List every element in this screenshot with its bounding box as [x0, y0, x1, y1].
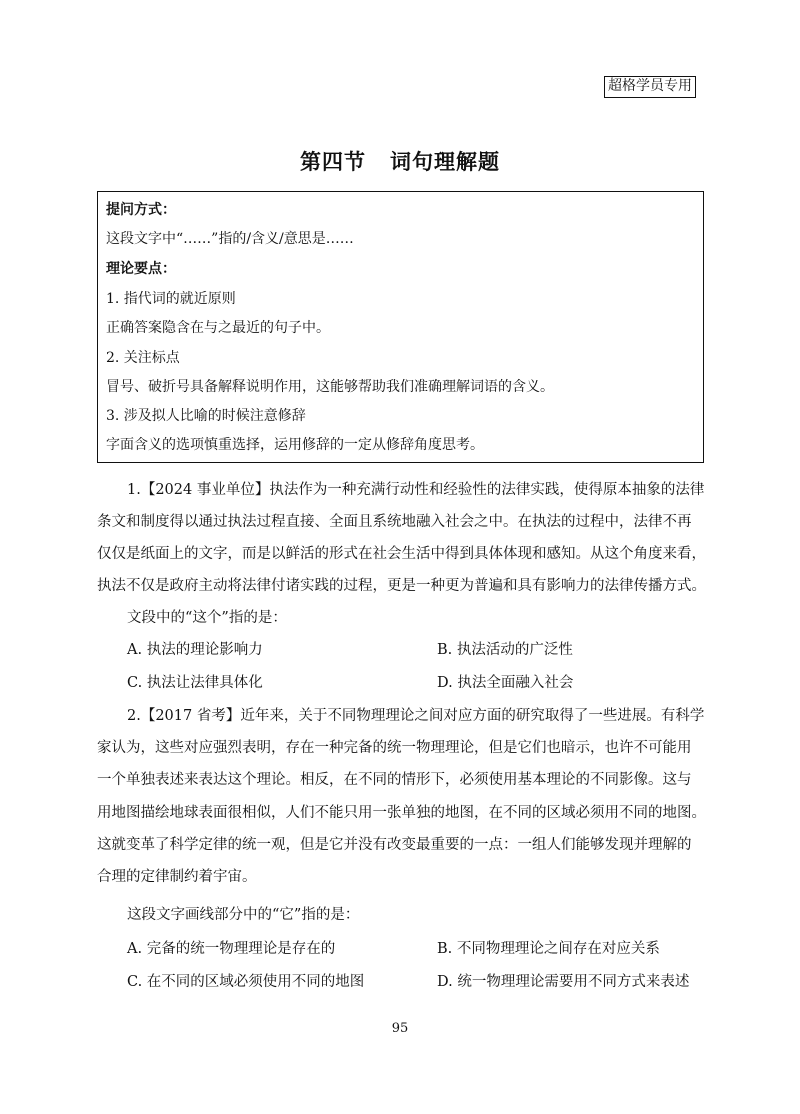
question-1-option-a: A. 执法的理论影响力 [127, 642, 263, 658]
question-2-line: 一个单独表述来表达这个理论。相反，在不同的情形下，必须使用基本理论的不同影像。这与 [97, 772, 692, 788]
point-title: 3. 涉及拟人比喻的时候注意修辞 [106, 408, 306, 424]
question-1-option-b: B. 执法活动的广泛性 [437, 642, 573, 658]
question-2-line: 用地图描绘地球表面很相似，人们不能只用一张单独的地图，在不同的区域必须用不同的地图。 [97, 805, 706, 821]
question-1-line: 1.【2024 事业单位】执法作为一种充满行动性和经验性的法律实践，使得原本抽象的法律 [127, 482, 705, 498]
point-desc: 正确答案隐含在与之最近的句子中。 [106, 320, 330, 336]
question-2-option-c: C. 在不同的区域必须使用不同的地图 [127, 974, 365, 990]
section-name: 词句理解题 [390, 150, 500, 174]
point-desc: 冒号、破折号具备解释说明作用，这能够帮助我们准确理解词语的含义。 [106, 379, 554, 395]
question-2-line: 家认为，这些对应强烈表明，存在一种完备的统一物理理论，但是它们也暗示，也许不可能用 [97, 740, 692, 756]
question-2-line: 2.【2017 省考】近年来，关于不同物理理论之间对应方面的研究取得了一些进展。有科学 [127, 708, 705, 724]
ask-heading: 提问方式： [106, 202, 176, 218]
question-1-line: 仅仅是纸面上的文字，而是以鲜活的形式在社会生活中得到具体体现和感知。从这个角度来看， [97, 546, 706, 562]
point-title: 2. 关注标点 [106, 350, 180, 366]
question-1-line: 执法不仅是政府主动将法律付诸实践的过程，更是一种更为普遍和具有影响力的法律传播方式。 [97, 578, 706, 594]
point-desc: 字面含义的选项慎重选择，运用修辞的一定从修辞角度思考。 [106, 437, 484, 453]
question-1-option-c: C. 执法让法律具体化 [127, 675, 263, 691]
question-2-line: 这就变革了科学定律的统一观，但是它并没有改变最重要的一点：一组人们能够发现并理解的 [97, 837, 692, 853]
question-1-option-d: D. 执法全面融入社会 [437, 675, 574, 691]
question-2-option-d: D. 统一物理理论需要用不同方式来表述 [437, 974, 690, 990]
page-number: 95 [391, 1021, 409, 1036]
question-1-prompt: 文段中的“这个”指的是： [127, 610, 287, 626]
point-title: 1. 指代词的就近原则 [106, 291, 236, 307]
question-2-prompt: 这段文字画线部分中的“它”指的是： [127, 907, 360, 923]
ask-text: 这段文字中“……”指的/含义/意思是…… [106, 231, 354, 247]
question-2-option-a: A. 完备的统一物理理论是存在的 [127, 941, 336, 957]
method-box [97, 191, 704, 463]
student-only-badge: 超格学员专用 [604, 76, 696, 98]
question-2-option-b: B. 不同物理理论之间存在对应关系 [437, 941, 660, 957]
section-title [0, 146, 800, 176]
theory-heading: 理论要点： [106, 261, 176, 277]
question-2-line: 合理的定律制约着宇宙。 [97, 869, 257, 885]
question-1-line: 条文和制度得以通过执法过程直接、全面且系统地融入社会之中。在执法的过程中，法律不再 [97, 514, 692, 530]
section-number: 第四节 [300, 150, 366, 174]
